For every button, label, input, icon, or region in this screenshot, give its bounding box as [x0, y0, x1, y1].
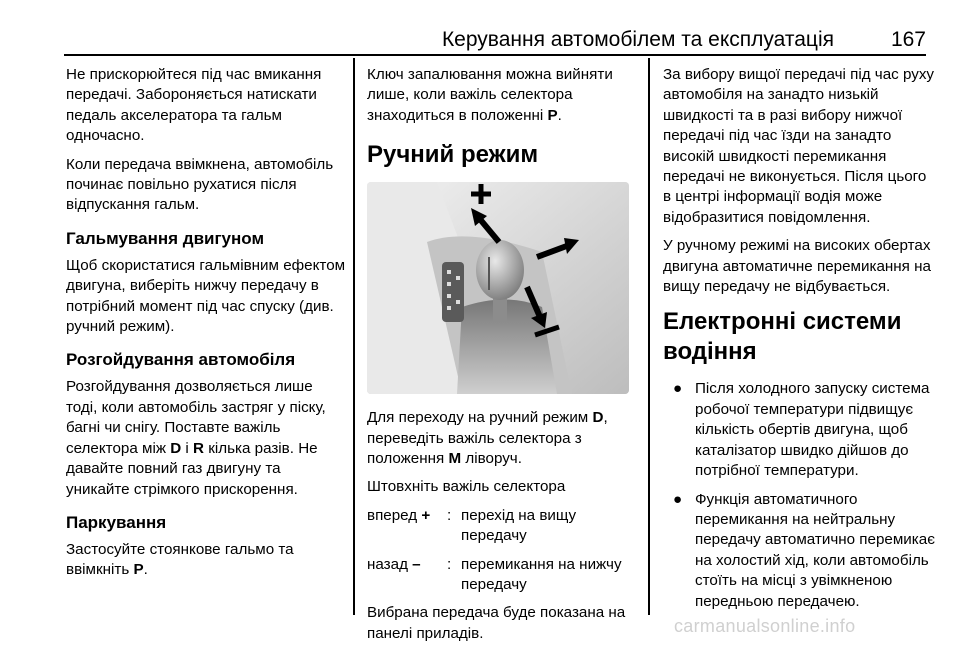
column-1: [66, 65, 348, 589]
gear-d: D: [592, 409, 604, 427]
header-rule: [64, 54, 926, 56]
gear-m: M: [448, 450, 462, 468]
legend-desc: перехід на вищу передачу: [461, 506, 577, 545]
column-divider-1: [353, 58, 355, 615]
paragraph: Коли передача ввімкнена, автомобіль починає повільно рухатися після відпускання гальм.: [66, 155, 334, 214]
list-item: ● Після холодного запуску система робочої температури підвищує кількість обертів двигуна, щоб каталізатор швидко дійшов до потрібної температури.: [673, 380, 930, 480]
paragraph: У ручному режимі на високих обертах двигуна автоматичне перемикання на вищу передачу не відбувається.: [663, 237, 931, 296]
paragraph-parking: Застосуйте стоянкове гальмо та ввімкніть P.: [66, 540, 294, 579]
legend-row-back: назад – : перемикання на нижчу передачу: [367, 555, 635, 596]
heading-manual-mode: Ручний режим: [367, 141, 539, 169]
paragraph-rocking: Розгойдування дозволяється лише тоді, коли автомобіль застряг у піску, багні чи снігу. Поставте важіль селектора між D і R кілька разів. Не давайте повний газ двигуну та уникайте стрімкого прискорення.: [66, 378, 326, 498]
gear-d: D: [170, 439, 182, 457]
heading-rocking: Розгойдування автомобіля: [66, 350, 296, 370]
heading-parking: Паркування: [66, 512, 167, 532]
column-2: [367, 65, 635, 652]
legend-desc: перемикання на нижчу передачу: [461, 555, 622, 594]
paragraph: Вибрана передача буде показана на панелі приладів.: [367, 604, 626, 642]
legend-row-forward: вперед + : перехід на вищу передачу: [367, 506, 635, 547]
bullet-icon: ●: [673, 380, 683, 398]
list-item: ● Функція автоматичного перемикання на нейтральну передачу автоматично перемикає на холостий хід, коли автомобіль стоїть на місці з увімкненою передньою передачею.: [673, 490, 935, 610]
watermark: carmanualsonline.info: [674, 616, 856, 636]
minus-icon: –: [412, 555, 421, 573]
gear-selector-illustration: [367, 182, 629, 394]
paragraph: Штовхніть важіль селектора: [367, 478, 566, 496]
bullet-icon: ●: [673, 490, 683, 508]
legend-key: назад –: [367, 555, 421, 573]
column-3: [663, 65, 935, 620]
gear-p: P: [547, 106, 558, 124]
legend-key: вперед +: [367, 506, 431, 524]
bullet-list: [663, 379, 935, 611]
page-header: [64, 0, 926, 56]
heading-engine-braking: Гальмування двигуном: [66, 228, 265, 248]
column-divider-2: [648, 58, 650, 615]
gear-selector-figure: [367, 182, 629, 394]
paragraph: Не прискорюйтеся під час вмикання передачі. Забороняється натискати педаль акселератора та гальм одночасно.: [66, 66, 322, 145]
paragraph-key: Ключ запалювання можна вийняти лише, коли важіль селектора знаходиться в положенні P.: [367, 66, 613, 124]
header-title: Керування автомобілем та експлуатація: [441, 28, 834, 51]
heading-electronic-systems: Електронні системи водіння: [663, 308, 902, 366]
plus-icon: +: [421, 506, 431, 524]
gear-p: P: [133, 561, 144, 579]
paragraph-manual: Для переходу на ручний режим D, переведіть важіль селектора з положення M ліворуч.: [367, 409, 608, 468]
paragraph: Щоб скористатися гальмівним ефектом двигуна, виберіть нижчу передачу в потрібний момент під час спуску (див. ручний режим).: [66, 256, 346, 336]
paragraph: За вибору вищої передачі під час руху автомобіля на занадто низькій швидкості та в разі вибору нижчої передачі під час їзди на занадто високій швидкості перемикання передачі не виконується. Після цього в центрі інформації водія може відобразитися повідомлення.: [663, 66, 935, 226]
gear-r: R: [193, 439, 204, 457]
page-number: 167: [890, 28, 926, 51]
